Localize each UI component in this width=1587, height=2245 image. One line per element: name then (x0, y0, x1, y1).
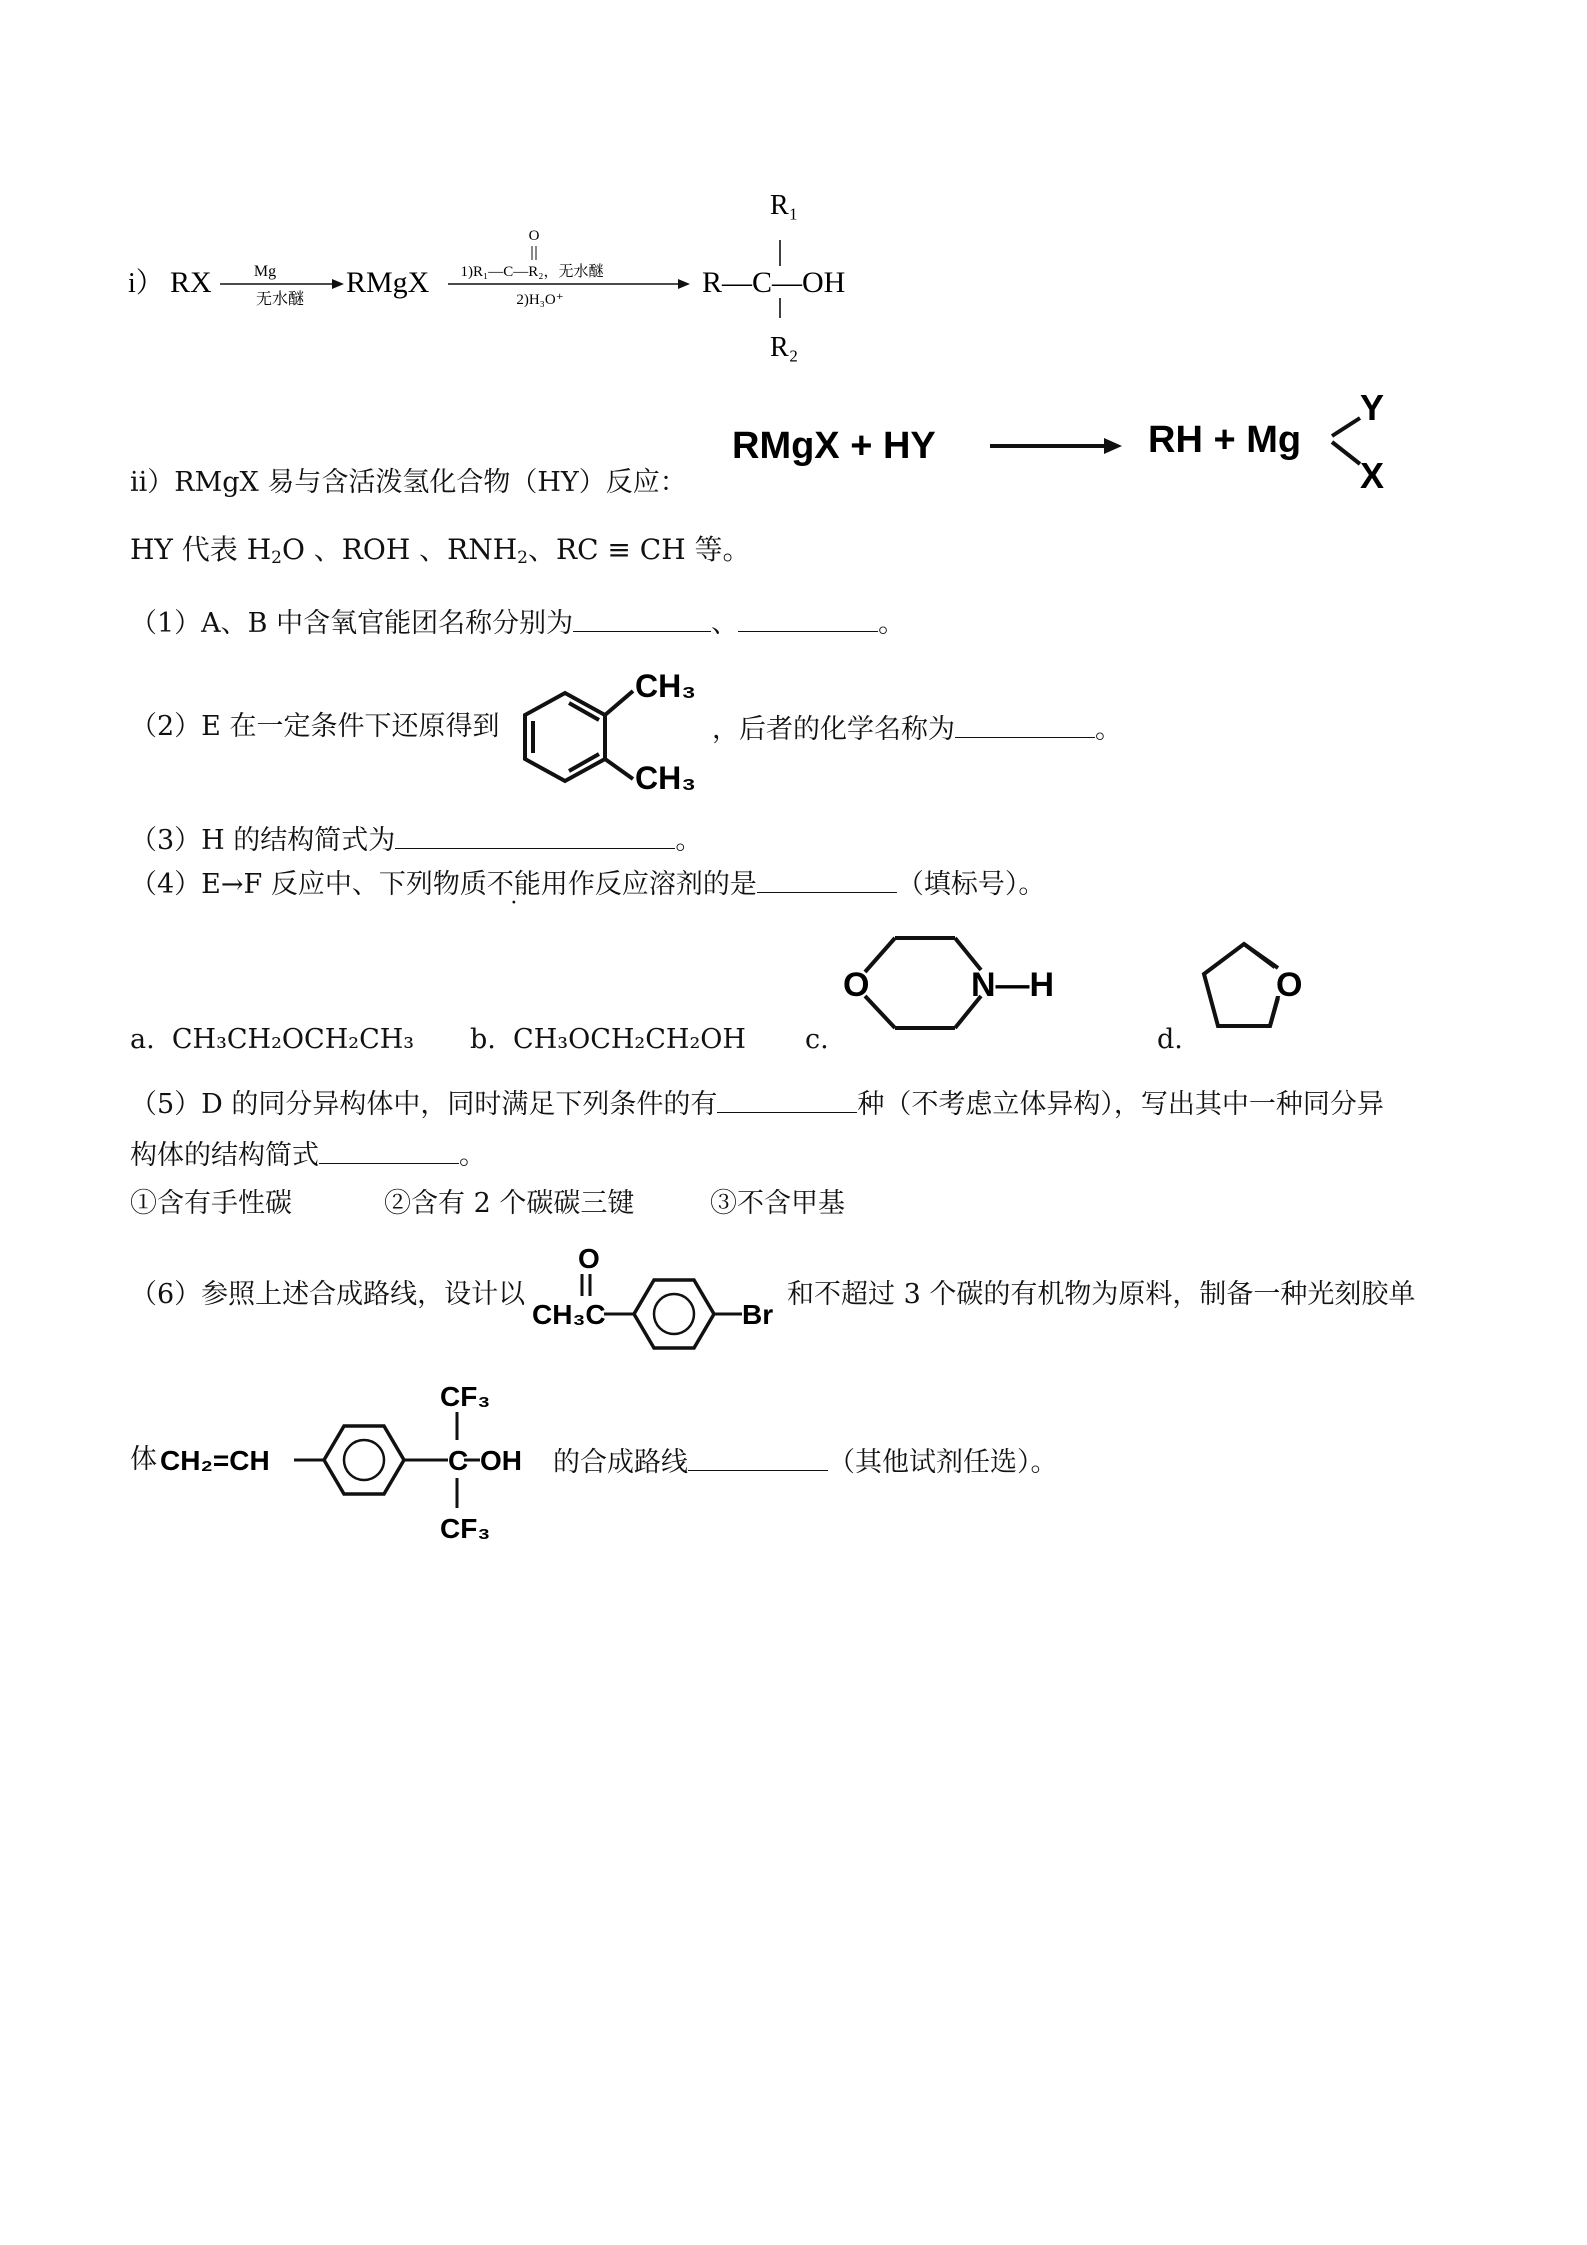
question-5: （5）D 的同分异构体中，同时满足下列条件的有 种（不考虑立体异构），写出其中一种同分异 (130, 1082, 1384, 1125)
answer-blank-5b (319, 1133, 459, 1164)
question-3: （3）H 的结构简式为 。 (130, 818, 702, 861)
step2-reagent: 2)H₃O⁺ (516, 292, 564, 308)
reaction-ii-image (720, 380, 1410, 500)
rxn-ii-lhs: RMgX + HY (732, 425, 936, 467)
rmgx-text: RMgX (346, 266, 430, 299)
emphasis-dotted: 不能 (486, 869, 541, 900)
option-c-label: c. (805, 1024, 829, 1055)
o-xylene-structure (505, 655, 715, 803)
question-2-text: （2）E 在一定条件下还原得到 (130, 711, 500, 742)
hy-line: HY 代表 $H_2O$ 、ROH 、$RNH_2$、RC ≡ CH 等。 (130, 533, 751, 568)
arrow-1-head (332, 279, 344, 289)
condition-1: ①含有手性碳 (130, 1188, 292, 1219)
rxn-ii-x: X (1360, 455, 1385, 496)
answer-blank-1b (738, 601, 878, 632)
option-d-label: d. (1157, 1024, 1183, 1055)
product-central-c: C (448, 1445, 469, 1476)
sm-ch3c: CH₃C (532, 1299, 606, 1330)
answer-blank-2 (955, 707, 1095, 738)
reaction-i (120, 180, 900, 380)
product-oh: —OH (772, 266, 846, 299)
sm-oxygen: O (578, 1243, 600, 1274)
answer-blank-6 (688, 1440, 828, 1471)
ch3-bottom: CH₃ (635, 760, 697, 796)
mg-reagent: Mg (253, 263, 277, 280)
ch3-top: CH₃ (635, 668, 697, 704)
answer-blank-5a (717, 1082, 857, 1113)
step1-reagent: 1)R₁—C—R₂，无水醚 (460, 264, 604, 280)
question-6-text2: 和不超过 3 个碳的有机物为原料，制备一种光刻胶单 (787, 1279, 1416, 1310)
condition-2: ②含有 2 个碳碳三键 (384, 1188, 635, 1219)
morpholine-nh: N—H (971, 966, 1055, 1004)
rxn-ii-text: ii）RMgX 易与含活泼氢化合物（HY）反应： (130, 467, 687, 498)
product-c: C (752, 266, 773, 299)
morpholine-structure (835, 920, 1095, 1050)
starting-material-structure (530, 1240, 790, 1350)
solvent-1: 无水醚 (255, 291, 305, 308)
question-6-line2b: 的合成路线 （其他试剂任选）。 (553, 1440, 1058, 1483)
product-oh: OH (480, 1445, 522, 1476)
question-5-line2: 构体的结构简式 。 (130, 1133, 486, 1176)
rxn-ii-rhs: RH + Mg (1148, 419, 1302, 461)
product-vinyl: CH₂=CH (160, 1445, 270, 1476)
option-a: a. CH₃CH₂OCH₂CH₃ (130, 1024, 415, 1055)
question-1: （1）A、B 中含氧官能团名称分别为 、 。 (130, 601, 905, 644)
step1-oxygen: O (528, 228, 540, 244)
question-4: （4）E→F 反应中、下列物质不能用作反应溶剂的是 （填标号）。 (130, 862, 1045, 905)
product-r1: R₁ (770, 190, 799, 221)
answer-blank-4 (757, 862, 897, 893)
rx-text: RX (170, 266, 212, 299)
product-monomer-structure (158, 1370, 558, 1555)
product-cf3-top: CF₃ (440, 1381, 491, 1412)
rxn-ii-y: Y (1360, 387, 1385, 428)
option-b: b. CH₃OCH₂CH₂OH (470, 1024, 746, 1055)
answer-blank-1a (573, 601, 711, 632)
thf-structure (1190, 930, 1330, 1050)
sm-br: Br (742, 1299, 774, 1330)
question-2-text2: ，后者的化学名称为 。 (712, 707, 1122, 750)
product-r2: R₂ (770, 332, 799, 363)
question-6-line2a: 体 (130, 1444, 157, 1475)
question-6-text1: （6）参照上述合成路线，设计以 (130, 1279, 526, 1310)
condition-3: ③不含甲基 (710, 1188, 845, 1219)
arrow-2-head (678, 279, 690, 289)
rxn-i-label: i） (128, 268, 164, 299)
answer-blank-3 (395, 818, 675, 849)
thf-o: O (1276, 966, 1303, 1004)
product-r: R— (702, 266, 753, 299)
product-cf3-bottom: CF₃ (440, 1513, 491, 1544)
morpholine-o: O (843, 966, 870, 1004)
